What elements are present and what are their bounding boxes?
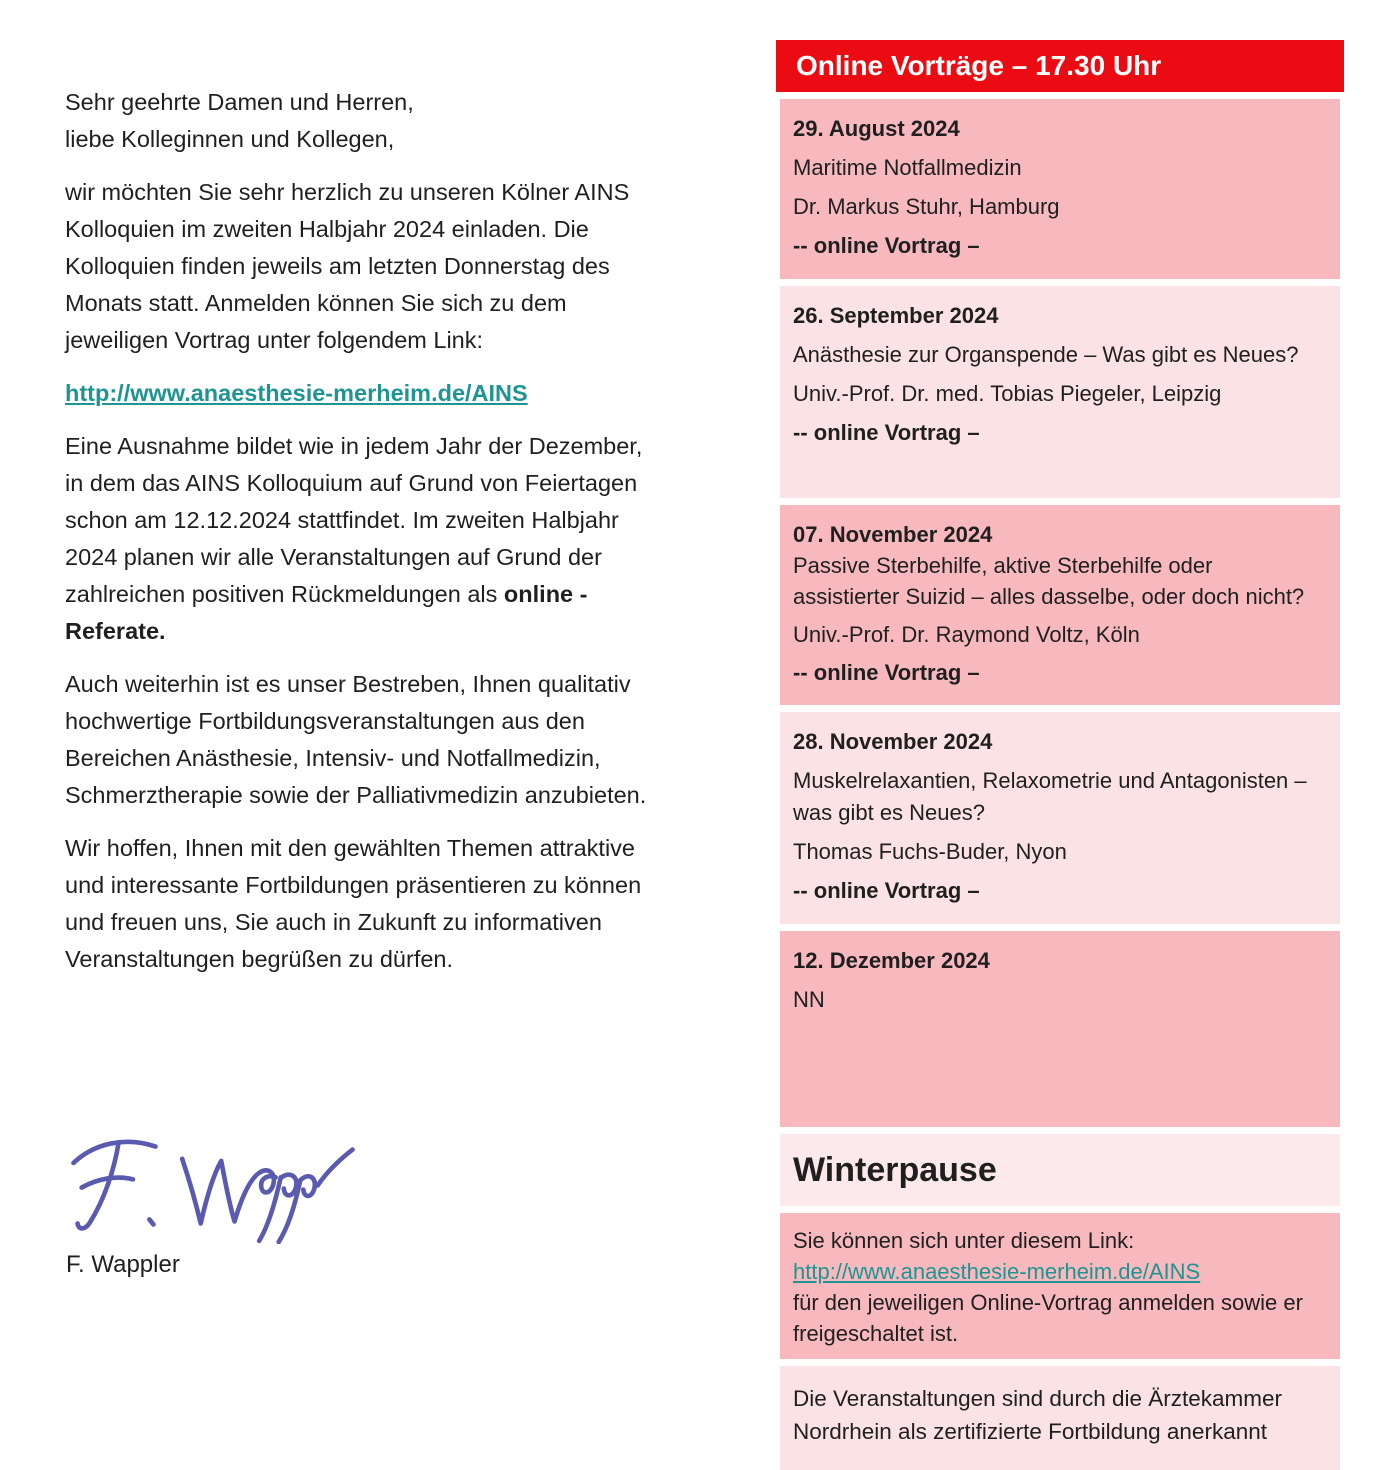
event-list — [780, 99, 1340, 1470]
register-line-1: Sie können sich unter diesem Link: — [793, 1228, 1135, 1253]
quality-paragraph: Auch weiterhin ist es unser Bestreben, Ihnen qualitativ hochwertige Fortbildungsveranstaltungen aus den Bereichen Anästhesie, Intensiv- und Notfallmedizin, Schmerztherapie sowie der Palliativmedizin anzubieten. — [65, 671, 647, 808]
registration-link[interactable]: http://www.anaesthesie-merheim.de/AINS — [65, 380, 528, 406]
link-line — [65, 375, 665, 412]
event-date: 28. November 2024 — [793, 729, 993, 754]
event-title: Passive Sterbehilfe, aktive Sterbehilfe oder assistierter Suizid – alles dasselbe, oder doch nicht? — [793, 553, 1305, 609]
event-date: 29. August 2024 — [793, 116, 960, 141]
event-august — [780, 99, 1340, 279]
registration-link-footer[interactable]: http://www.anaesthesie-merheim.de/AINS — [793, 1259, 1201, 1284]
signature-block — [58, 1126, 398, 1280]
event-speaker: Univ.-Prof. Dr. med. Tobias Piegeler, Leipzig — [793, 381, 1222, 406]
event-mode: -- online Vortrag – — [793, 878, 980, 903]
salutation — [65, 84, 665, 158]
certification-block — [780, 1366, 1340, 1470]
event-dezember — [780, 931, 1340, 1127]
event-title: Anästhesie zur Organspende – Was gibt es Neues? — [793, 342, 1299, 367]
event-mode: -- online Vortrag – — [793, 660, 980, 685]
winterpause-title: Winterpause — [793, 1151, 997, 1189]
event-september — [780, 286, 1340, 498]
event-date: 26. September 2024 — [793, 303, 999, 328]
salutation-line-2: liebe Kolleginnen und Kollegen, — [65, 126, 395, 152]
event-date: 12. Dezember 2024 — [793, 948, 990, 973]
event-speaker: Dr. Markus Stuhr, Hamburg — [793, 194, 1060, 219]
event-speaker: Thomas Fuchs-Buder, Nyon — [793, 839, 1067, 864]
letter-column — [65, 84, 665, 994]
event-mode: -- online Vortrag – — [793, 420, 980, 445]
register-line-2: für den jeweiligen Online-Vortrag anmelden sowie er freigeschaltet ist. — [793, 1290, 1303, 1346]
schedule-column — [776, 40, 1344, 1470]
exception-paragraph — [65, 428, 665, 650]
event-speaker: Univ.-Prof. Dr. Raymond Voltz, Köln — [793, 622, 1140, 647]
online-referate-bold: online - Referate. — [65, 581, 588, 644]
closing-paragraph: Wir hoffen, Ihnen mit den gewählten Themen attraktive und interessante Fortbildungen präsentieren zu können und freuen uns, Sie auch in Zukunft zu informativen Veranstaltungen begrüßen zu dürfen. — [65, 835, 642, 972]
event-title: Maritime Notfallmedizin — [793, 155, 1022, 180]
winterpause-block — [780, 1134, 1340, 1206]
salutation-line-1: Sehr geehrte Damen und Herren, — [65, 89, 414, 115]
schedule-header-title: Online Vorträge – 17.30 Uhr — [796, 50, 1162, 81]
event-title: Muskelrelaxantien, Relaxometrie und Antagonisten – was gibt es Neues? — [793, 768, 1307, 825]
event-title: NN — [793, 987, 825, 1012]
exception-text: Eine Ausnahme bildet wie in jedem Jahr der Dezember, in dem das AINS Kolloquium auf Grund von Feiertagen schon am 12.12.2024 stattfindet. Im zweiten Halbjahr 2024 planen wir alle Veranstaltungen auf Grund der zahlreichen positiven Rückmeldungen als — [65, 433, 643, 607]
schedule-header — [776, 40, 1344, 92]
signature-name: F. Wappler — [66, 1251, 180, 1278]
event-mode: -- online Vortrag – — [793, 233, 980, 258]
register-link-line — [793, 1256, 1324, 1287]
intro-paragraph: wir möchten Sie sehr herzlich zu unseren Kölner AINS Kolloquien im zweiten Halbjahr 2024 einladen. Die Kolloquien finden jeweils am letzten Donnerstag des Monats statt. Anmelden können Sie sich zu dem jeweiligen Vortrag unter folgendem Link: — [65, 179, 630, 353]
event-date: 07. November 2024 — [793, 522, 993, 547]
certification-text: Die Veranstaltungen sind durch die Ärztekammer Nordrhein als zertifizierte Fortbildung anerkannt — [793, 1386, 1283, 1444]
registration-info-block — [780, 1213, 1340, 1359]
event-november-28 — [780, 712, 1340, 924]
event-november-07 — [780, 505, 1340, 705]
signature-image — [58, 1126, 368, 1244]
